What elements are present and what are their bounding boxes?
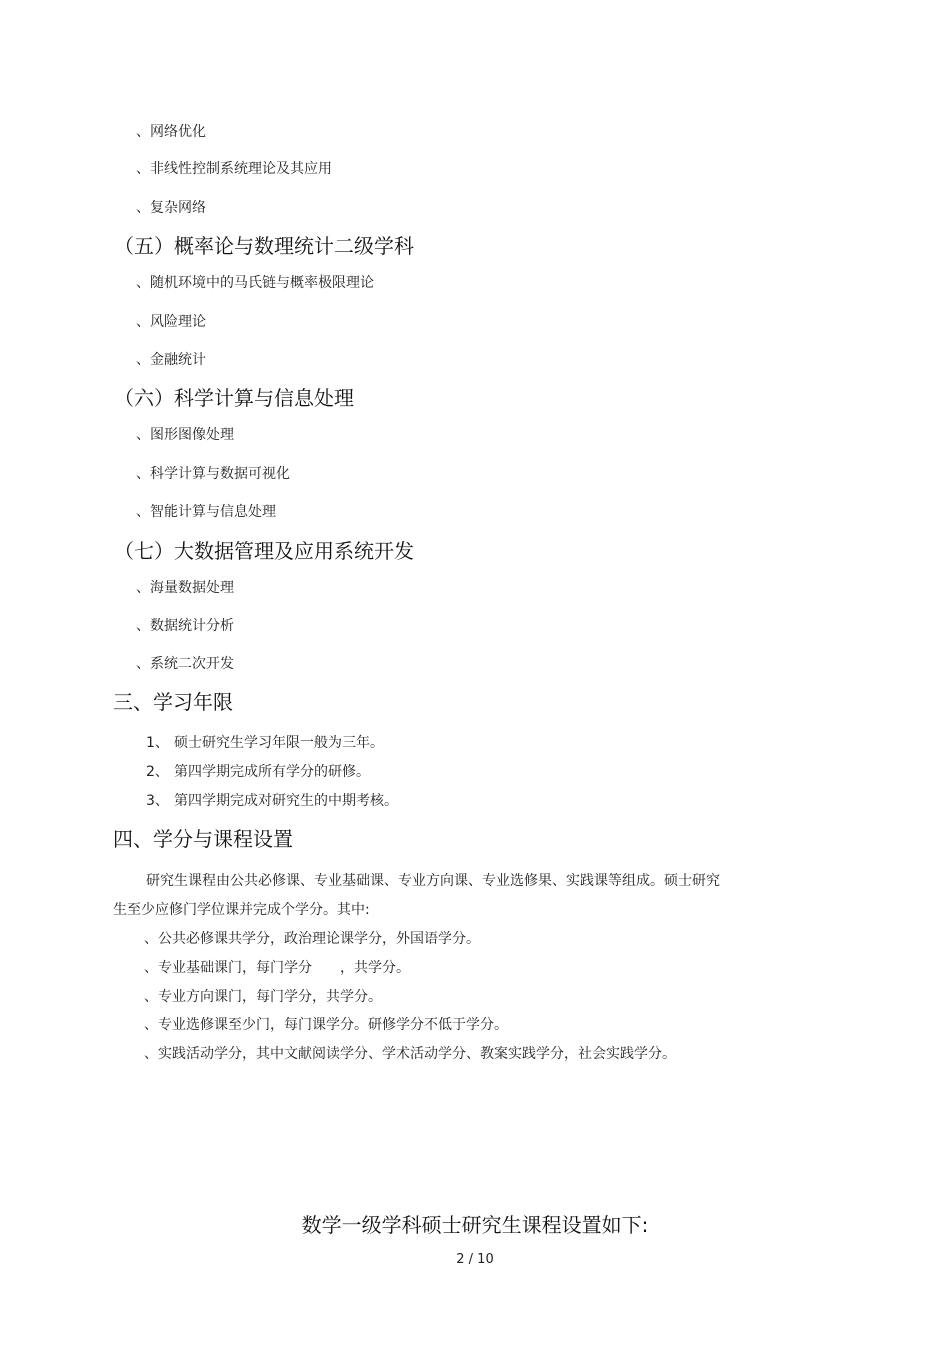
list-item: 、风险理论	[136, 314, 206, 330]
list-item: 、图形图像处理	[136, 427, 234, 443]
paragraph-line: 研究生课程由公共必修课、专业基础课、专业方向课、专业选修果、实践课等组成。硕士研究	[146, 873, 720, 889]
list-item: 、专业基础课门，每门学分 ，共学分。	[144, 960, 410, 976]
chapter-heading-4: 四、学分与课程设置	[113, 827, 293, 851]
section-heading-5: （五）概率论与数理统计二级学科	[114, 234, 414, 258]
list-item: 、智能计算与信息处理	[136, 504, 276, 520]
numbered-item-index: 3、	[146, 793, 169, 809]
list-item: 、数据统计分析	[136, 618, 234, 634]
table-title: 数学一级学科硕士研究生课程设置如下:	[301, 1213, 649, 1237]
numbered-item-text: 第四学期完成对研究生的中期考核。	[174, 793, 398, 809]
list-item: 、网络优化	[136, 124, 206, 140]
section-heading-7: （七）大数据管理及应用系统开发	[114, 539, 414, 563]
paragraph-line: 生至少应修门学位课并完成个学分。其中:	[113, 902, 370, 918]
list-item: 、复杂网络	[136, 200, 206, 216]
list-item: 、随机环境中的马氏链与概率极限理论	[136, 275, 374, 291]
page-number: 2 / 10	[456, 1252, 494, 1267]
list-item: 、科学计算与数据可视化	[136, 466, 290, 482]
chapter-heading-3: 三、学习年限	[113, 690, 233, 714]
list-item: 、海量数据处理	[136, 580, 234, 596]
numbered-item-index: 2、	[146, 764, 169, 780]
section-heading-6: （六）科学计算与信息处理	[114, 386, 354, 410]
list-item: 、非线性控制系统理论及其应用	[136, 161, 332, 177]
numbered-item-text: 第四学期完成所有学分的研修。	[174, 764, 370, 780]
list-item: 、金融统计	[136, 352, 206, 368]
list-item: 、实践活动学分，其中文献阅读学分、学术活动学分、教案实践学分，社会实践学分。	[144, 1046, 676, 1062]
list-item: 、系统二次开发	[136, 656, 234, 672]
numbered-item-text: 硕士研究生学习年限一般为三年。	[174, 735, 384, 751]
numbered-item-index: 1、	[146, 735, 169, 751]
list-item: 、公共必修课共学分，政治理论课学分，外国语学分。	[144, 931, 480, 947]
list-item: 、专业方向课门，每门学分，共学分。	[144, 989, 382, 1005]
list-item: 、专业选修课至少门，每门课学分。研修学分不低于学分。	[144, 1017, 508, 1033]
